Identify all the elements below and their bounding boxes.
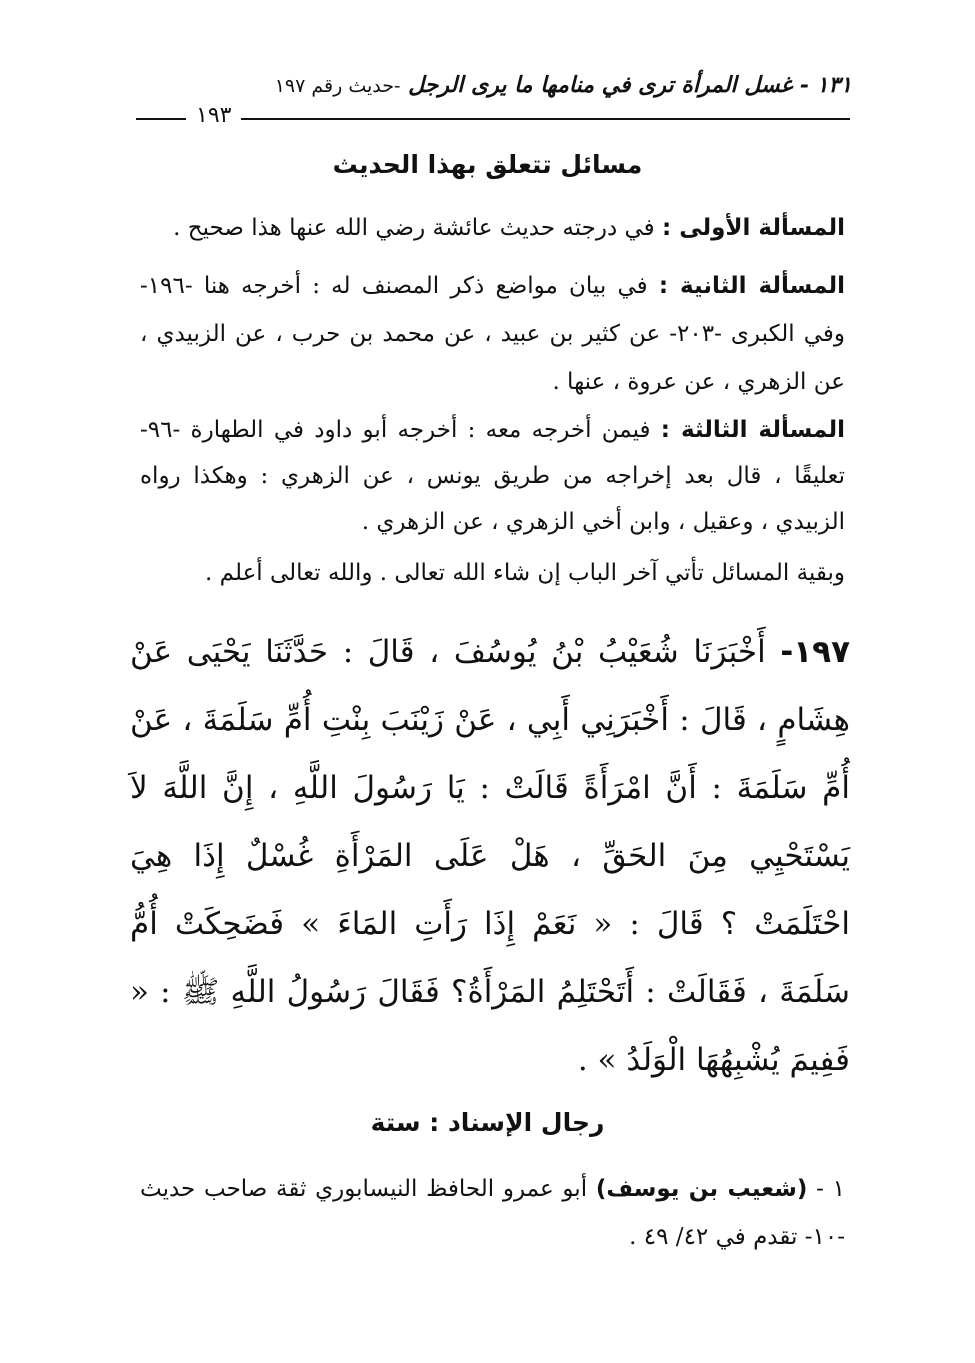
hadith-paragraph (130, 618, 850, 1094)
issue-text: في درجته حديث عائشة رضي الله عنها هذا صحيح . (173, 215, 662, 241)
chapter-title: ١٣١ - غسل المرأة ترى في منامها ما يرى الرجل (408, 72, 852, 98)
issue-label: المسألة الثالثة : (660, 417, 845, 443)
hadith-text: أَخْبَرَنَا شُعَيْبُ بْنُ يُوسُفَ ، قَالَ : حَدَّثَنَا يَحْيَى عَنْ هِشَامٍ ، قَالَ : أَخْبَرَنِي أَبِي ، عَنْ زَيْنَبَ بِنْتِ أُمِّ سَلَمَةَ ، عَنْ أُمِّ سَلَمَةَ : أَنَّ امْرَأَةً قَالَتْ : يَا رَسُولَ اللَّهِ ، إِنَّ اللَّهَ لاَ يَسْتَحْيِي مِنَ الحَقِّ ، هَلْ عَلَى المَرْأَةِ غُسْلٌ إِذَا هِيَ احْتَلَمَتْ ؟ قَالَ : « نَعَمْ إِذَا رَأَتِ المَاءَ » فَضَحِكَتْ أُمُّ سَلَمَةَ ، فَقَالَتْ : أَتَحْتَلِمُ المَرْأَةُ؟ فَقَالَ رَسُولُ اللَّهِ ﷺ : « فَفِيمَ يُشْبِهُهَا الْوَلَدُ » . (130, 634, 850, 1078)
issue-2 (140, 262, 845, 406)
narrator-index: ١ - (807, 1176, 845, 1202)
issue-label: المسألة الثانية : (658, 273, 846, 299)
narrator-text: أبو عمرو الحافظ النيسابوري ثقة صاحب حديث -١٠- تقدم في ٤٢/ ٤٩ . (140, 1176, 845, 1250)
issue-text: في بيان مواضع ذكر المصنف له : أخرجه هنا -١٩٦- وفي الكبرى -٢٠٣- عن كثير بن عبيد ، عن محمد بن حرب ، عن الزبيدي ، عن الزهري ، عن عروة ، عنها . (140, 273, 845, 395)
hadith-number: ١٩٧- (780, 634, 850, 670)
issue-label: المسألة الأولى : (662, 215, 845, 241)
narrators-heading: رجال الإسناد : ستة (370, 1108, 605, 1137)
hadith-block (130, 618, 850, 1094)
issue-text: فيمن أخرجه معه : أخرجه أبو داود في الطهارة -٩٦- تعليقًا ، قال بعد إخراجه من طريق يونس ، عن الزهري : وهكذا رواه الزبيدي ، وعقيل ، وابن أخي الزهري ، عن الزهري . (140, 417, 845, 535)
page-number: ١٩٣ (186, 103, 241, 128)
narrator-entry (140, 1165, 845, 1261)
header-title (275, 72, 852, 98)
issue-3 (140, 407, 845, 545)
issue-paragraph (140, 407, 845, 545)
issue-paragraph (140, 262, 845, 406)
narrator-name: (شعيب بن يوسف) (595, 1176, 808, 1202)
closing-note: وبقية المسائل تأتي آخر الباب إن شاء الله تعالى . والله تعالى أعلم . (205, 560, 845, 586)
issue-paragraph (140, 203, 845, 253)
running-header (140, 72, 852, 98)
header-rule (136, 118, 850, 120)
issues-heading: مسائل تتعلق بهذا الحديث (332, 150, 643, 179)
narrator-paragraph (140, 1165, 845, 1261)
hadith-reference: -حديث رقم ١٩٧ (274, 75, 401, 97)
issue-1 (140, 203, 845, 253)
